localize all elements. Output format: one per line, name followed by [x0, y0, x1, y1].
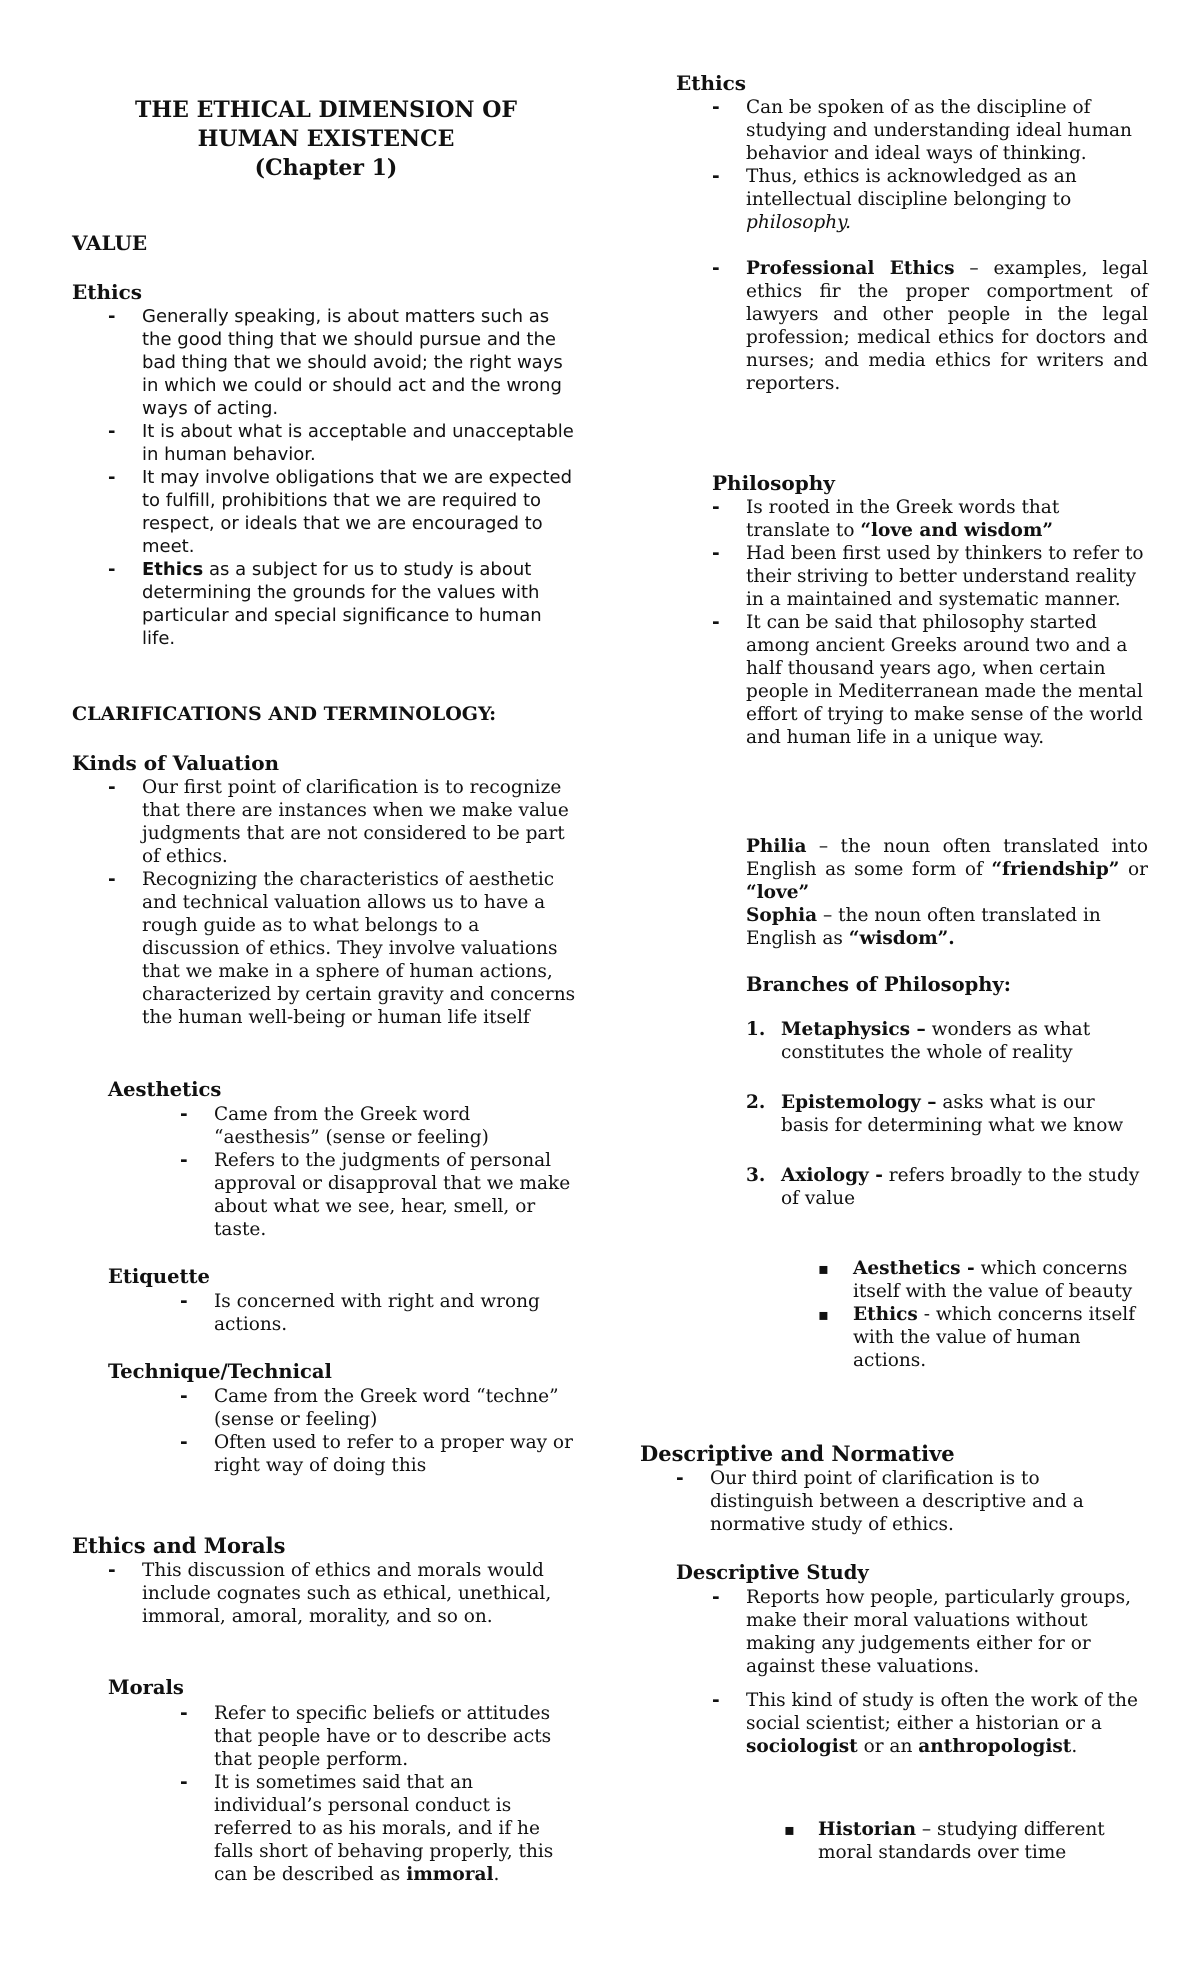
- list-item: - Is concerned with right and wrong actions.: [72, 1290, 580, 1336]
- list-item: - Our third point of clarification is to distinguish between a descriptive and a normative study of ethics.: [640, 1467, 1148, 1536]
- ethics-heading: Ethics: [72, 280, 143, 304]
- sophia-definition: Sophia – the noun often translated in English as “wisdom”.: [746, 905, 1101, 949]
- right-ethics-heading: Ethics: [676, 71, 747, 95]
- list-item: - Thus, ethics is acknowledged as an intellectual discipline belonging to philosophy.: [676, 165, 1148, 234]
- philia-definition: Philia – the noun often translated into English as some form of “friendship” or “love”: [746, 836, 1148, 903]
- descriptive-sublist: [746, 1818, 1148, 1864]
- morals-list: [72, 1702, 580, 1886]
- list-item: - Our first point of clarification is to recognize that there are instances when we make value judgments that are not considered to be part of ethics.: [72, 776, 580, 868]
- list-item: - Ethics as a subject for us to study is about determining the grounds for the values with particular and special significance to human life.: [72, 558, 580, 650]
- morals-heading: Morals: [108, 1676, 184, 1699]
- etiquette-heading: Etiquette: [108, 1265, 210, 1288]
- etiquette-list: [72, 1290, 580, 1336]
- list-item: - Can be spoken of as the discipline of studying and understanding ideal human behavior and ideal ways of thinking.: [676, 96, 1148, 165]
- descriptive-normative-heading: Descriptive and Normative: [640, 1441, 955, 1466]
- list-item: - Reports how people, particularly groups, make their moral valuations without making any judgements either for or against these valuations.: [676, 1586, 1148, 1678]
- kinds-list: [72, 776, 580, 1029]
- branches-list: [746, 1018, 1148, 1237]
- list-item: - Is rooted in the Greek words that translate to “love and wisdom”: [676, 496, 1148, 542]
- aesthetics-list: [72, 1103, 580, 1241]
- list-item: - This kind of study is often the work of the social scientist; either a historian or a sociologist or an anthropologist.: [676, 1689, 1148, 1758]
- technique-list: [72, 1385, 580, 1477]
- list-item: - Came from the Greek word “aesthesis” (sense or feeling): [72, 1103, 580, 1149]
- clarifications-heading: CLARIFICATIONS AND TERMINOLOGY:: [72, 703, 497, 725]
- list-item: - Had been first used by thinkers to refer to their striving to better understand reality in a maintained and systematic manner.: [676, 542, 1148, 611]
- list-item: - It is sometimes said that an individual’s personal conduct is referred to as his morals, and if he falls short of behaving properly, this can be described as immoral.: [72, 1771, 580, 1886]
- list-item: - Recognizing the characteristics of aesthetic and technical valuation allows us to have a rough guide as to what belongs to a discussion of ethics. They involve valuations that we make in a sphere of human actions, characterized by certain gravity and concerns the human well-being or human life itself: [72, 868, 580, 1029]
- ethics-list: [72, 305, 580, 650]
- philosophy-heading: Philosophy: [712, 471, 835, 495]
- ethics-and-morals-heading: Ethics and Morals: [72, 1533, 286, 1558]
- value-heading: VALUE: [72, 231, 148, 255]
- axiology-sublist: [746, 1257, 1148, 1372]
- descriptive-study-heading: Descriptive Study: [676, 1561, 869, 1584]
- kinds-of-valuation-heading: Kinds of Valuation: [72, 751, 280, 775]
- list-item: - Refer to specific beliefs or attitudes that people have or to describe acts that people perform.: [72, 1702, 580, 1771]
- descriptive-normative-list: [640, 1467, 1148, 1536]
- list-item: 3. Axiology - refers broadly to the study of value: [746, 1165, 1140, 1209]
- aesthetics-heading: Aesthetics: [108, 1078, 222, 1101]
- branches-heading: Branches of Philosophy:: [746, 973, 1011, 996]
- list-item: 2. Epistemology – asks what is our basis for determining what we know: [746, 1092, 1124, 1136]
- technique-heading: Technique/Technical: [108, 1360, 332, 1383]
- list-item: - Often used to refer to a proper way or right way of doing this: [72, 1431, 580, 1477]
- list-item: ▪ Aesthetics - which concerns itself with the value of beauty: [746, 1257, 1148, 1303]
- list-item: - Came from the Greek word “techne” (sense or feeling): [72, 1385, 580, 1431]
- ethics-morals-list: [72, 1559, 580, 1628]
- list-item: - It is about what is acceptable and unacceptable in human behavior.: [72, 420, 580, 466]
- list-item: 1. Metaphysics – wonders as what constitutes the whole of reality: [746, 1019, 1091, 1063]
- list-item: - It may involve obligations that we are expected to fulfill, prohibitions that we are required to respect, or ideals that we are encouraged to meet.: [72, 466, 580, 558]
- list-item: - Professional Ethics – examples, legal ethics fir the proper comportment of lawyers and other people in the legal profession; medical ethics for doctors and nurses; and media ethics for writers and reporters.: [676, 257, 1148, 395]
- philosophy-list: [676, 496, 1148, 749]
- descriptive-study-list: [676, 1586, 1148, 1758]
- list-item: ▪ Ethics - which concerns itself with the value of human actions.: [746, 1303, 1148, 1372]
- right-ethics-list: [676, 96, 1148, 395]
- list-item: - Refers to the judgments of personal approval or disapproval that we make about what we see, hear, smell, or taste.: [72, 1149, 580, 1241]
- list-item: - Generally speaking, is about matters such as the good thing that we should pursue and the bad thing that we should avoid; the right ways in which we could or should act and the wrong ways of acting.: [72, 305, 580, 420]
- list-item: ▪ Historian – studying different moral standards over time: [746, 1818, 1148, 1864]
- list-item: - This discussion of ethics and morals would include cognates such as ethical, unethical, immoral, amoral, morality, and so on.: [72, 1559, 580, 1628]
- list-item: - It can be said that philosophy started among ancient Greeks around two and a half thousand years ago, when certain people in Mediterranean made the mental effort of trying to make sense of the world and human life in a unique way.: [676, 611, 1148, 749]
- page-title: THE ETHICAL DIMENSION OF HUMAN EXISTENCE (Chapter 1): [134, 97, 517, 181]
